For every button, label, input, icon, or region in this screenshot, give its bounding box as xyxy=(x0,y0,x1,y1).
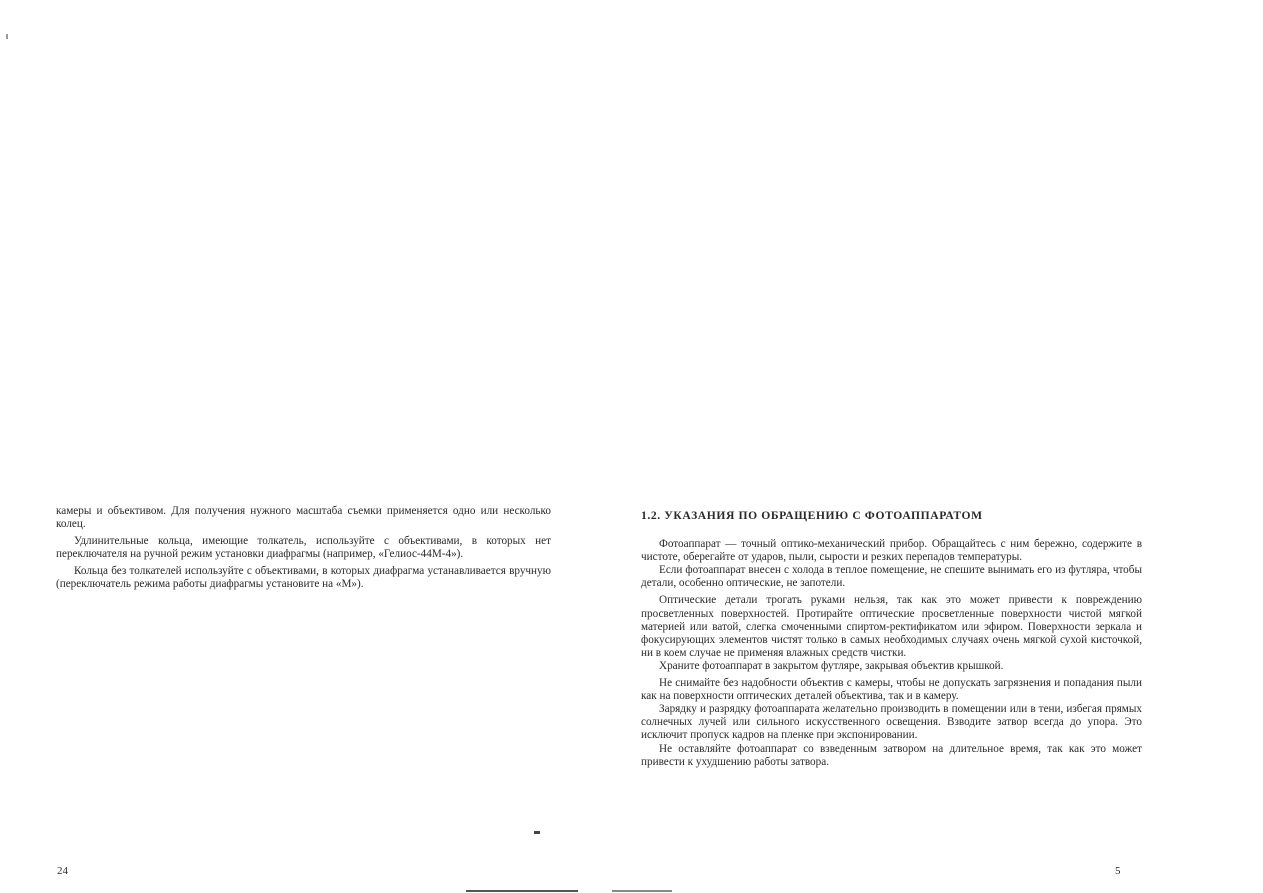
scan-edge-line xyxy=(466,890,578,892)
paragraph: Не оставляйте фотоаппарат со взведенным затвором на длительное время, так как это может привести к ухудшению работы затвора. xyxy=(641,742,1142,768)
scan-edge-line xyxy=(612,890,672,892)
right-page xyxy=(620,0,1263,893)
paragraph: Оптические детали трогать руками нельзя, так как это может привести к повреждению просветленных поверхностей. Протирайте оптические просветленные поверхности чистой мягкой материей или ватой, слегка смоченными спиртом-ректификатом или эфиром. Поверхности зеркала и фокусирующих элементов чистят только в самых необходимых случаях очень мягкой сухой кисточкой, ни в коем случае не применяя влажных средств чистки. xyxy=(641,594,1142,659)
left-page xyxy=(0,0,620,893)
page-number: 24 xyxy=(57,865,68,877)
left-page-text-column xyxy=(56,505,551,592)
scan-speck xyxy=(534,831,540,834)
paragraph: Удлинительные кольца, имеющие толкатель, используйте с объективами, в которых нет переключателя на ручной режим установки диафрагмы (например, «Гелиос-44М-4»). xyxy=(56,535,551,561)
paragraph: Кольца без толкателей используйте с объективами, в которых диафрагма устанавливается вручную (переключатель режима работы диафрагмы установите на «М»). xyxy=(56,565,551,591)
paragraph: Если фотоаппарат внесен с холода в теплое помещение, не спешите вынимать его из футляра, чтобы детали, особенно оптические, не запотели. xyxy=(641,564,1142,590)
right-page-text-column xyxy=(641,509,1142,769)
paragraph: Зарядку и разрядку фотоаппарата желательно производить в помещении или в тени, избегая прямых солнечных лучей или сильного искусственного освещения. Взводите затвор всегда до упора. Это исключит пропуск кадров на пленке при экспонировании. xyxy=(641,703,1142,742)
paragraph: Не снимайте без надобности объектив с камеры, чтобы не допускать загрязнения и попадания пыли как на поверхности оптических деталей объектива, так и в камеру. xyxy=(641,677,1142,703)
page-number: 5 xyxy=(1115,865,1121,877)
paragraph: камеры и объективом. Для получения нужного масштаба съемки применяется одно или несколько колец. xyxy=(56,505,551,531)
paragraph: Фотоаппарат — точный оптико-механический прибор. Обращайтесь с ним бережно, содержите в чистоте, оберегайте от ударов, пыли, сырости и резких перепадов температуры. xyxy=(641,538,1142,564)
paragraph: Храните фотоаппарат в закрытом футляре, закрывая объектив крышкой. xyxy=(659,659,1004,672)
section-heading: 1.2. УКАЗАНИЯ ПО ОБРАЩЕНИЮ С ФОТОАППАРАТОМ xyxy=(641,509,983,522)
scan-speck xyxy=(6,34,8,39)
